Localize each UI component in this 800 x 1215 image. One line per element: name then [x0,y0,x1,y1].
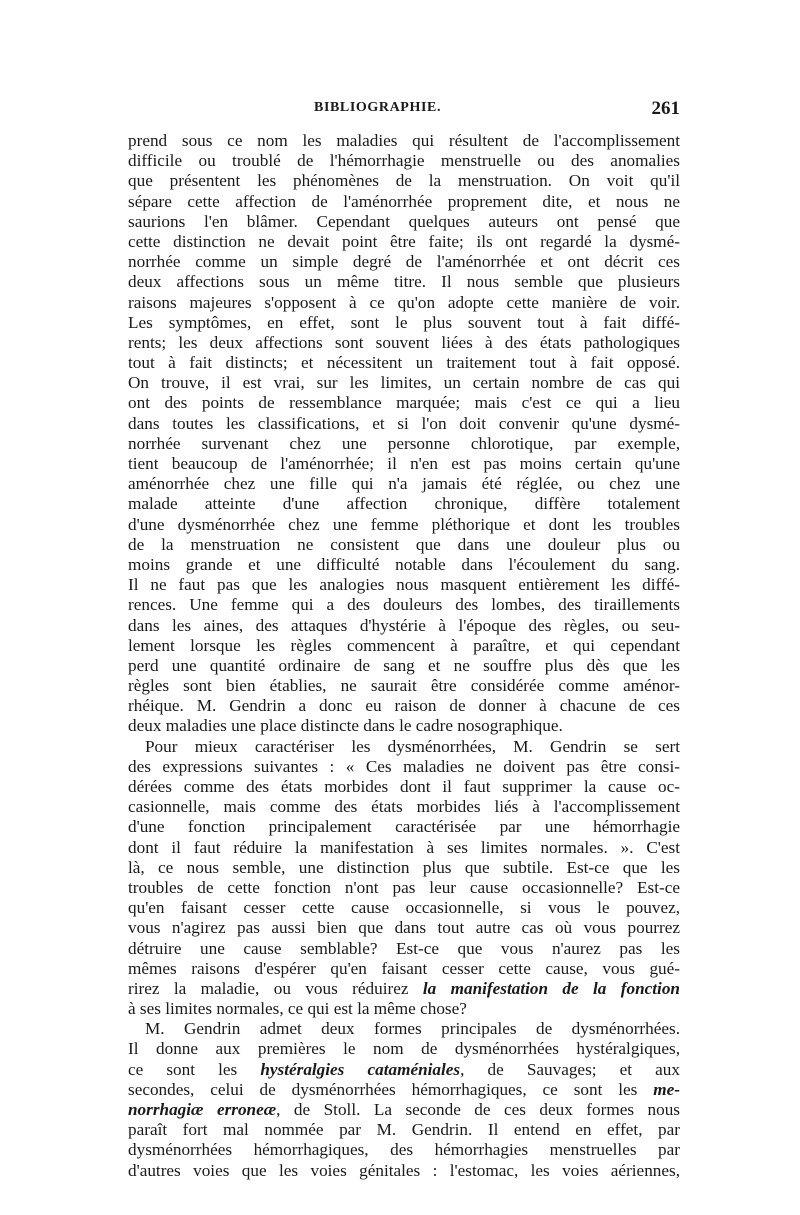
text-line: d'autres voies que les voies génitales : l'estomac, les voies aériennes, [128,1160,680,1180]
text-line: Les symptômes, en effet, sont le plus souvent tout à fait diffé- [128,312,680,332]
text-line: à ses limites normales, ce qui est la même chose? [128,999,467,1019]
text-line: malade atteinte d'une affection chronique, diffère totalement [128,494,680,514]
text-line: rents; les deux affections sont souvent liées à des états pathologiques [128,332,680,352]
text-line: deux affections sous un même titre. Il nous semble que plusieurs [128,272,680,292]
text-line: lement lorsque les règles commencent à paraître, et qui cependant [128,635,680,655]
text-line: dysménorrhées hémorrhagiques, des hémorrhagies menstruelles par [128,1140,680,1160]
italic-phrase: la manifestation de la fonction [422,978,680,998]
page-number: 261 [651,98,680,119]
text-line: Il donne aux premières le nom de dysménorrhées hystéralgiques, [128,1039,680,1059]
text-line: dont il faut réduire la manifestation à ses limites normales. ». C'est [128,837,680,857]
text-line [128,1100,680,1120]
text-line: dans toutes les classifications, et si l'on doit convenir qu'une dysmé- [128,413,680,433]
text-line: norrhée survenant chez une personne chlorotique, par exemple, [128,433,680,453]
italic-phrase: hystéralgies cataméniales [260,1059,461,1079]
text-line: On trouve, il est vrai, sur les limites, un certain nombre de cas qui [128,373,680,393]
italic-phrase: me- [653,1079,680,1099]
text-line [128,979,680,999]
text-line: détruire une cause semblable? Est-ce que vous n'aurez pas les [128,938,680,958]
text-line: moins grande et une difficulté notable dans l'écoulement du sang. [128,554,680,574]
text-line: mêmes raisons d'espérer qu'en faisant cesser cette cause, vous gué- [128,958,680,978]
text-line: saurions l'en blâmer. Cependant quelques auteurs ont pensé que [128,211,680,231]
text-segment: secondes, celui de dysménorrhées hémorrhagiques, ce sont les [128,1079,654,1099]
text-segment: rirez la maladie, ou vous réduirez [128,978,423,998]
text-line: M. Gendrin admet deux formes principales de dysménorrhées. [145,1019,680,1039]
text-line: sépare cette affection de l'aménorrhée proprement dite, et nous ne [128,191,680,211]
text-line: troubles de cette fonction n'ont pas leur cause occasionnelle? Est-ce [128,877,680,897]
text-line: cette distinction ne devait point être faite; ils ont regardé la dysmé- [128,231,680,251]
text-line: paraît fort mal nommée par M. Gendrin. Il entend en effet, par [128,1120,680,1140]
text-line: règles sont bien établies, ne saurait être considérée comme aménor- [128,676,680,696]
text-line: prend sous ce nom les maladies qui résultent de l'accomplissement [128,131,680,150]
text-segment: , de Stoll. La seconde de ces deux formes nous [276,1100,680,1119]
text-line: raisons majeures s'opposent à ce qu'on adopte cette manière de voir. [128,292,680,312]
text-line: rhéique. M. Gendrin a donc eu raison de donner à chacune de ces [128,696,680,716]
running-title: BIBLIOGRAPHIE. [314,100,442,115]
text-line: des expressions suivantes : « Ces maladies ne doivent pas être consi- [128,756,680,776]
text-line: dans les aines, des attaques d'hystérie à l'époque des règles, ou seu- [128,615,680,635]
text-line: Il ne faut pas que les analogies nous masquent entièrement les diffé- [128,575,680,595]
italic-phrase: norrhagiæ erroneæ [128,1100,277,1119]
text-line: rences. Une femme qui a des douleurs des lombes, des tiraillements [128,595,680,615]
text-line: perd une quantité ordinaire de sang et ne souffre plus dès que les [128,655,680,675]
text-line: norrhée comme un simple degré de l'aménorrhée et ont décrit ces [128,252,680,272]
text-line: que présentent les phénomènes de la menstruation. On voit qu'il [128,171,680,191]
text-line: de la menstruation ne consistent que dans une douleur plus ou [128,534,680,554]
text-line [128,1080,680,1100]
text-segment: , de Sauvages; et aux [460,1059,680,1079]
body-text [128,131,680,1181]
text-line: qu'en faisant cesser cette cause occasionnelle, si vous le pouvez, [128,898,680,918]
text-line: dérées comme des états morbides dont il faut supprimer la cause oc- [128,777,680,796]
text-line: là, ce nous semble, une distinction plus que subtile. Est-ce que les [128,857,680,877]
text-line: vous n'agirez pas aussi bien que dans tout autre cas où vous pourrez [128,918,680,938]
text-line: aménorrhée chez une fille qui n'a jamais été réglée, ou chez une [128,474,680,494]
text-line: tient beaucoup de l'aménorrhée; il n'en est pas moins certain qu'une [128,454,680,473]
text-line: ont des points de ressemblance marquée; mais c'est ce qui a lieu [128,393,680,413]
text-line: d'une fonction principalement caractérisée par une hémorrhagie [128,817,680,837]
text-line: difficile ou troublé de l'hémorrhagie menstruelle ou des anomalies [128,151,680,171]
text-segment: ce sont les [128,1059,261,1079]
page-header [128,98,680,122]
text-line: tout à fait distincts; et nécessitent un traitement tout à fait opposé. [128,353,680,373]
text-line: deux maladies une place distincte dans le cadre nosographique. [128,716,563,736]
text-line: d'une dysménorrhée chez une femme pléthorique et dont les troubles [128,514,680,534]
text-line: casionnelle, mais comme des états morbides liés à l'accomplissement [128,797,680,817]
text-line: Pour mieux caractériser les dysménorrhées, M. Gendrin se sert [145,736,680,756]
text-line [128,1060,680,1080]
